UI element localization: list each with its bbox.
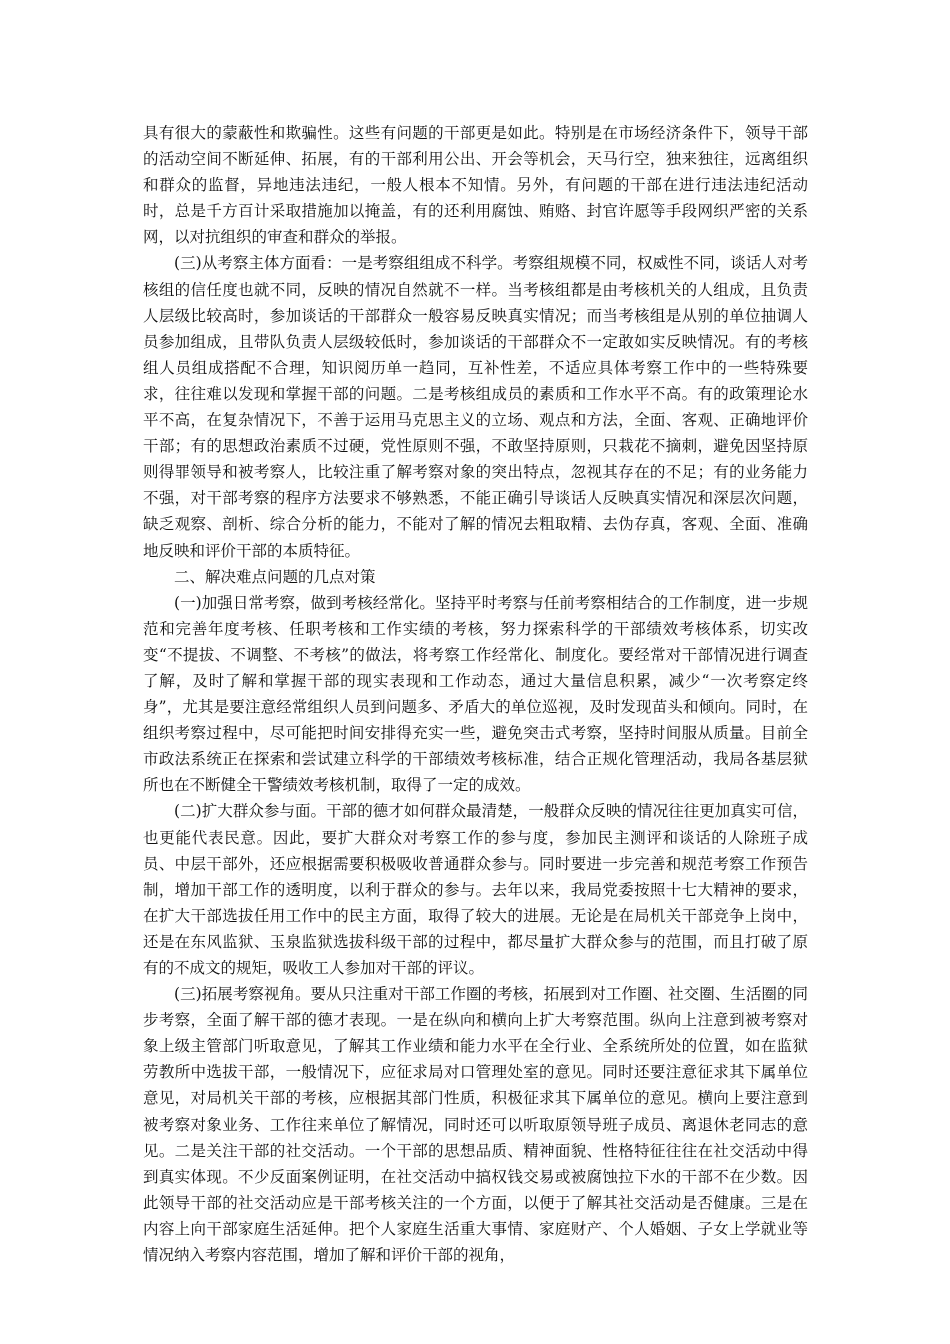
paragraph-daily-assessment: (一)加强日常考察，做到考核经常化。坚持平时考察与任前考察相结合的工作制度，进一步规范和完善年度考核、任职考核和工作实绩的考核，努力探索科学的干部绩效考核体系，切实改变“不提拔、不调整、不考核”的做法，将考察工作经常化、制度化。要经常对干部情况进行调查了解，及时了解和掌握干部的现实表现和工作动态，通过大量信息积累，减少“一次考察定终身”，尤其是要注意经常组织人员到问题多、矛盾大的单位巡视，及时发现苗头和倾向。同时，在组织考察过程中，尽可能把时间安排得充实一些，避免突击式考察，坚持时间服从质量。目前全市政法系统正在探索和尝试建立科学的干部绩效考核标准，结合正规化管理活动，我局各基层狱所也在不断健全干警绩效考核机制，取得了一定的成效。 — [143, 593, 808, 795]
paragraph-public-participation: (二)扩大群众参与面。干部的德才如何群众最清楚，一般群众反映的情况往往更加真实可信，也更能代表民意。因此，要扩大群众对考察工作的参与度，参加民主测评和谈话的人除班子成员、中层干部外，还应根据需要积极吸收普通群众参与。同时要进一步完善和规范考察工作预告制，增加干部工作的透明度，以利于群众的参与。去年以来，我局党委按照十七大精神的要求，在扩大干部选拔任用工作中的民主方面，取得了较大的进展。无论是在局机关干部竞争上岗中，还是在东风监狱、玉泉监狱选拔科级干部的过程中，都尽量扩大群众参与的范围，而且打破了原有的不成文的规矩，吸收工人参加对干部的评议。 — [143, 802, 808, 977]
paragraph-expand-perspective: (三)拓展考察视角。要从只注重对干部工作圈的考核，拓展到对工作圈、社交圈、生活圈的同步考察，全面了解干部的德才表现。一是在纵向和横向上扩大考察范围。纵向上注意到被考察对象上级主管部门听取意见，了解其工作业绩和能力水平在全行业、全系统所处的位置，如在监狱劳教所中选拔干部，一般情况下，应征求局对口管理处室的意见。同时还要注意征求其下属单位意见，对局机关干部的考核，应根据其部门性质，积极征求其下属单位的意见。横向上要注意到被考察对象业务、工作往来单位了解情况，同时还可以听取原领导班子成员、离退休老同志的意见。二是关注干部的社交活动。一个干部的思想品质、精神面貌、性格特征往往在社交活动中得到真实体现。不少反面案例证明，在社交活动中搞权钱交易或被腐蚀拉下水的干部不在少数。因此领导干部的社交活动应是干部考核关注的一个方面，以便于了解其社交活动是否健康。三是在内容上向干部家庭生活延伸。把个人家庭生活重大事情、家庭财产、个人婚姻、子女上学就业等情况纳入考察内容范围，增加了解和评价干部的视角， — [143, 985, 808, 1265]
document-body — [143, 120, 808, 1268]
paragraph-continuation: 具有很大的蒙蔽性和欺骗性。这些有问题的干部更是如此。特别是在市场经济条件下，领导干部的活动空间不断延伸、拓展，有的干部利用公出、开会等机会，天马行空，独来独往，远离组织和群众的监督，异地违法违纪，一般人根本不知情。另外，有问题的干部在进行违法违纪活动时，总是千方百计采取措施加以掩盖，有的还利用腐蚀、贿赂、封官许愿等手段网织严密的关系网，以对抗组织的审查和群众的举报。 — [143, 124, 808, 247]
paragraph-assessment-subject: (三)从考察主体方面看：一是考察组组成不科学。考察组规模不同，权威性不同，谈话人对考核组的信任度也就不同，反映的情况自然就不一样。当考核组都是由考核机关的人组成，且负责人层级比较高时，参加谈话的干部群众一般容易反映真实情况；而当考核组是从别的单位抽调人员参加组成，且带队负责人层级较低时，参加谈话的干部群众不一定敢如实反映情况。有的考核组人员组成搭配不合理，知识阅历单一趋同，互补性差，不适应具体考察工作中的一些特殊要求，往往难以发现和掌握干部的问题。二是考核组成员的素质和工作水平不高。有的政策理论水平不高，在复杂情况下，不善于运用马克思主义的立场、观点和方法，全面、客观、正确地评价干部；有的思想政治素质不过硬，党性原则不强，不敢坚持原则，只栽花不摘刺，避免因坚持原则得罪领导和被考察人，比较注重了解考察对象的突出特点，忽视其存在的不足；有的业务能力不强，对干部考察的程序方法要求不够熟悉，不能正确引导谈话人反映真实情况和深层次问题，缺乏观察、剖析、综合分析的能力，不能对了解的情况去粗取精、去伪存真，客观、全面、准确地反映和评价干部的本质特征。 — [143, 254, 808, 560]
section-heading-countermeasures: 二、解决难点问题的几点对策 — [174, 567, 376, 586]
